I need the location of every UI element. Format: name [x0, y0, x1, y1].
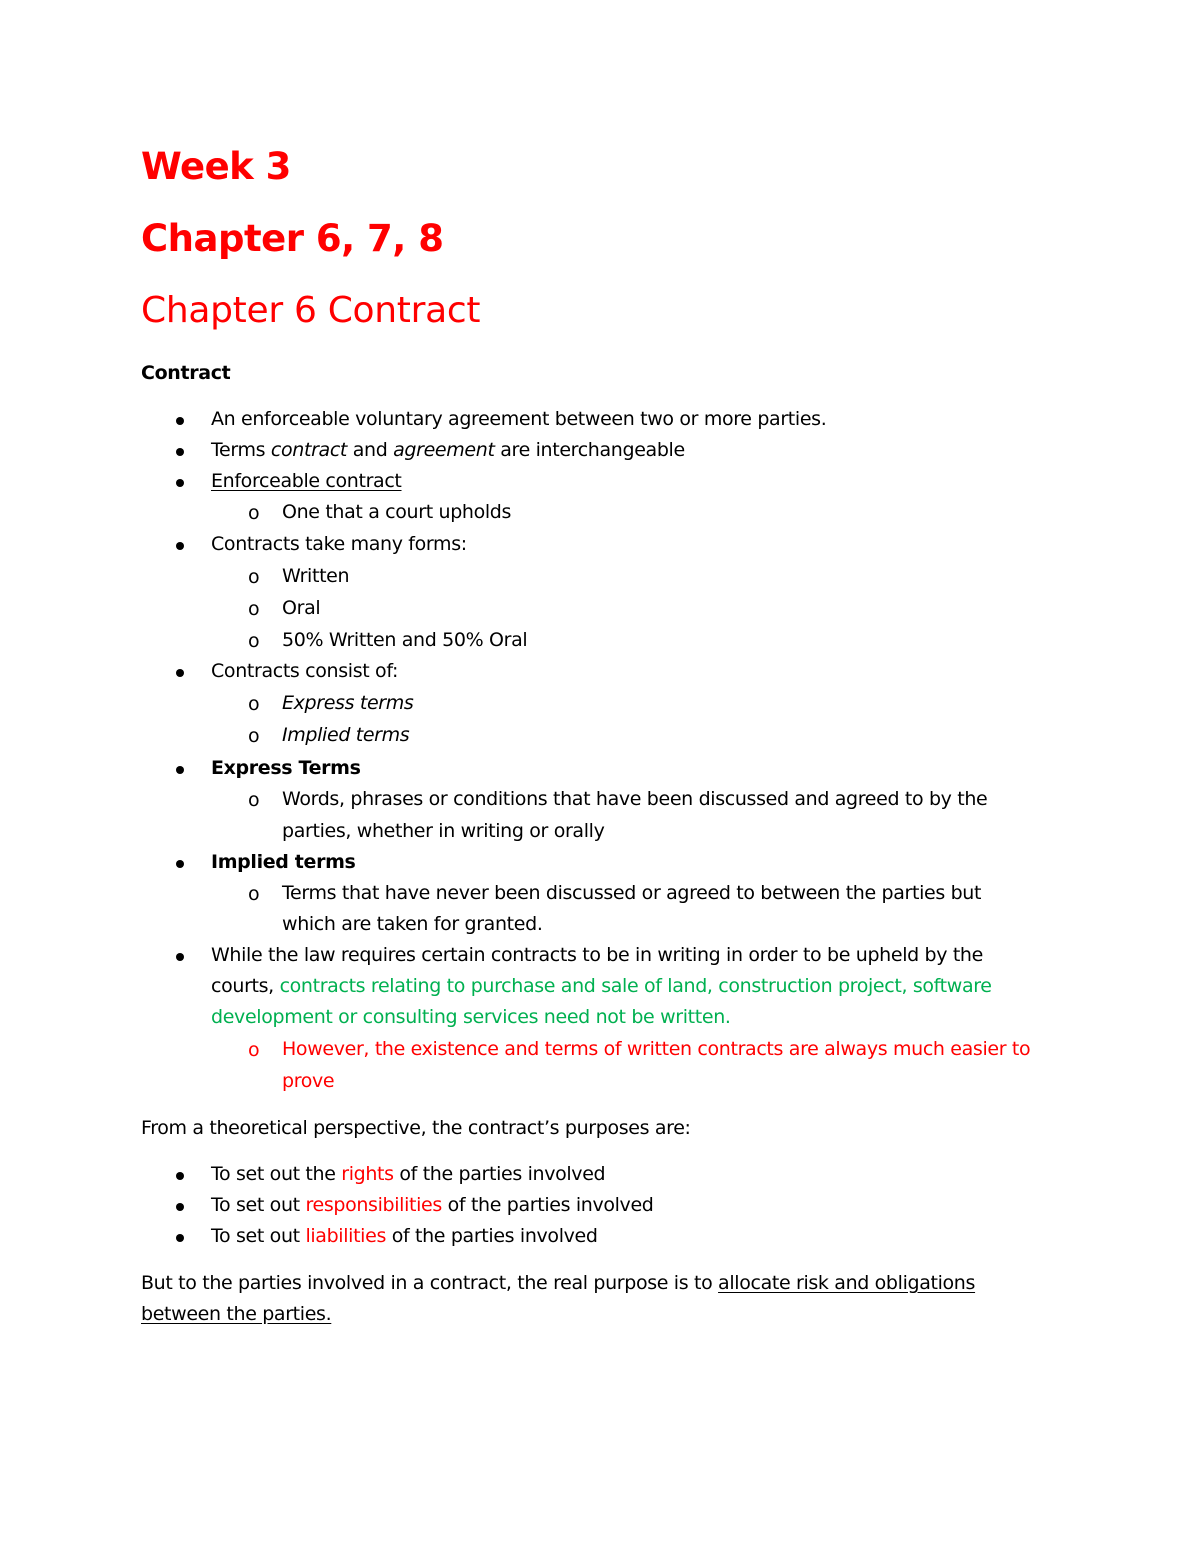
hollow-bullet-icon: o	[248, 883, 260, 905]
bullet-dot-icon	[176, 953, 184, 961]
text-run: To set out	[211, 1225, 306, 1247]
bullet-dot-icon	[176, 766, 184, 774]
hollow-bullet-icon: o	[248, 502, 260, 524]
bullet-dot-icon	[176, 860, 184, 868]
paragraph-purposes-intro: From a theoretical perspective, the contract’s purposes are:	[141, 1117, 691, 1139]
list-item: Implied terms	[211, 851, 356, 873]
text-run: are interchangeable	[494, 439, 685, 461]
list-item: An enforceable voluntary agreement between two or more parties.	[211, 408, 827, 430]
bullet-dot-icon	[176, 479, 184, 487]
bullet-dot-icon	[176, 669, 184, 677]
sub-list-item: 50% Written and 50% Oral	[282, 629, 528, 651]
hollow-bullet-icon: o	[248, 598, 260, 620]
list-item: Express Terms	[211, 757, 361, 779]
text-run: To set out	[211, 1194, 306, 1216]
text-run: Terms	[211, 439, 271, 461]
section-title-contract: Contract	[141, 362, 231, 384]
heading-chapters: Chapter 6, 7, 8	[141, 217, 444, 260]
list-item-continued: development or consulting services need not be written.	[211, 1006, 731, 1028]
highlight-text: contracts relating to purchase and sale of land, construction project, software	[279, 975, 992, 997]
list-item: Contracts take many forms:	[211, 533, 467, 555]
sub-list-item: Words, phrases or conditions that have been discussed and agreed to by the	[282, 788, 988, 810]
bullet-dot-icon	[176, 448, 184, 456]
bullet-dot-icon	[176, 1234, 184, 1242]
underlined-text: allocate risk and obligations	[718, 1272, 976, 1294]
hollow-bullet-icon: o	[248, 789, 260, 811]
hollow-bullet-icon: o	[248, 630, 260, 652]
bullet-dot-icon	[176, 542, 184, 550]
hollow-bullet-icon: o	[248, 566, 260, 588]
sub-list-item: One that a court upholds	[282, 501, 512, 523]
text-run: of the parties involved	[441, 1194, 654, 1216]
sub-list-item: Oral	[282, 597, 321, 619]
sub-list-item-continued: which are taken for granted.	[282, 913, 543, 935]
sub-list-item: Terms that have never been discussed or agreed to between the parties but	[282, 882, 982, 904]
highlight-text: liabilities	[305, 1225, 387, 1247]
text-run: and	[347, 439, 394, 461]
bullet-dot-icon	[176, 1172, 184, 1180]
list-item	[211, 1227, 598, 1246]
text-run: agreement	[393, 439, 495, 461]
bullet-dot-icon	[176, 1203, 184, 1211]
text-run: But to the parties involved in a contract, the real purpose is to	[141, 1272, 719, 1294]
list-item: While the law requires certain contracts to be in writing in order to be upheld by the	[211, 944, 983, 966]
list-item	[211, 1165, 605, 1184]
sub-list-item-continued: parties, whether in writing or orally	[282, 820, 605, 842]
list-item-continued	[211, 977, 992, 996]
paragraph-conclusion	[141, 1274, 975, 1293]
bullet-dot-icon	[176, 417, 184, 425]
hollow-bullet-icon: o	[248, 725, 260, 747]
heading-chapter-6: Chapter 6 Contract	[141, 290, 481, 331]
list-item	[211, 1196, 654, 1215]
highlight-text: responsibilities	[305, 1194, 442, 1216]
list-item: Enforceable contract	[211, 470, 402, 492]
hollow-bullet-icon: o	[248, 1039, 260, 1061]
heading-week: Week 3	[141, 145, 291, 188]
sub-list-item: However, the existence and terms of written contracts are always much easier to	[282, 1038, 1031, 1060]
text-run: of the parties involved	[393, 1163, 606, 1185]
sub-list-item: Express terms	[282, 692, 414, 714]
sub-list-item: Implied terms	[282, 724, 410, 746]
sub-list-item: Written	[282, 565, 350, 587]
text-run: contract	[270, 439, 348, 461]
text-run: To set out the	[211, 1163, 342, 1185]
text-run: of the parties involved	[386, 1225, 598, 1247]
list-item	[211, 441, 685, 460]
highlight-text: rights	[341, 1163, 394, 1185]
sub-list-item-continued: prove	[282, 1070, 335, 1092]
list-item: Contracts consist of:	[211, 660, 399, 682]
text-run: courts,	[211, 975, 280, 997]
paragraph-conclusion-continued: between the parties.	[141, 1303, 332, 1325]
hollow-bullet-icon: o	[248, 693, 260, 715]
